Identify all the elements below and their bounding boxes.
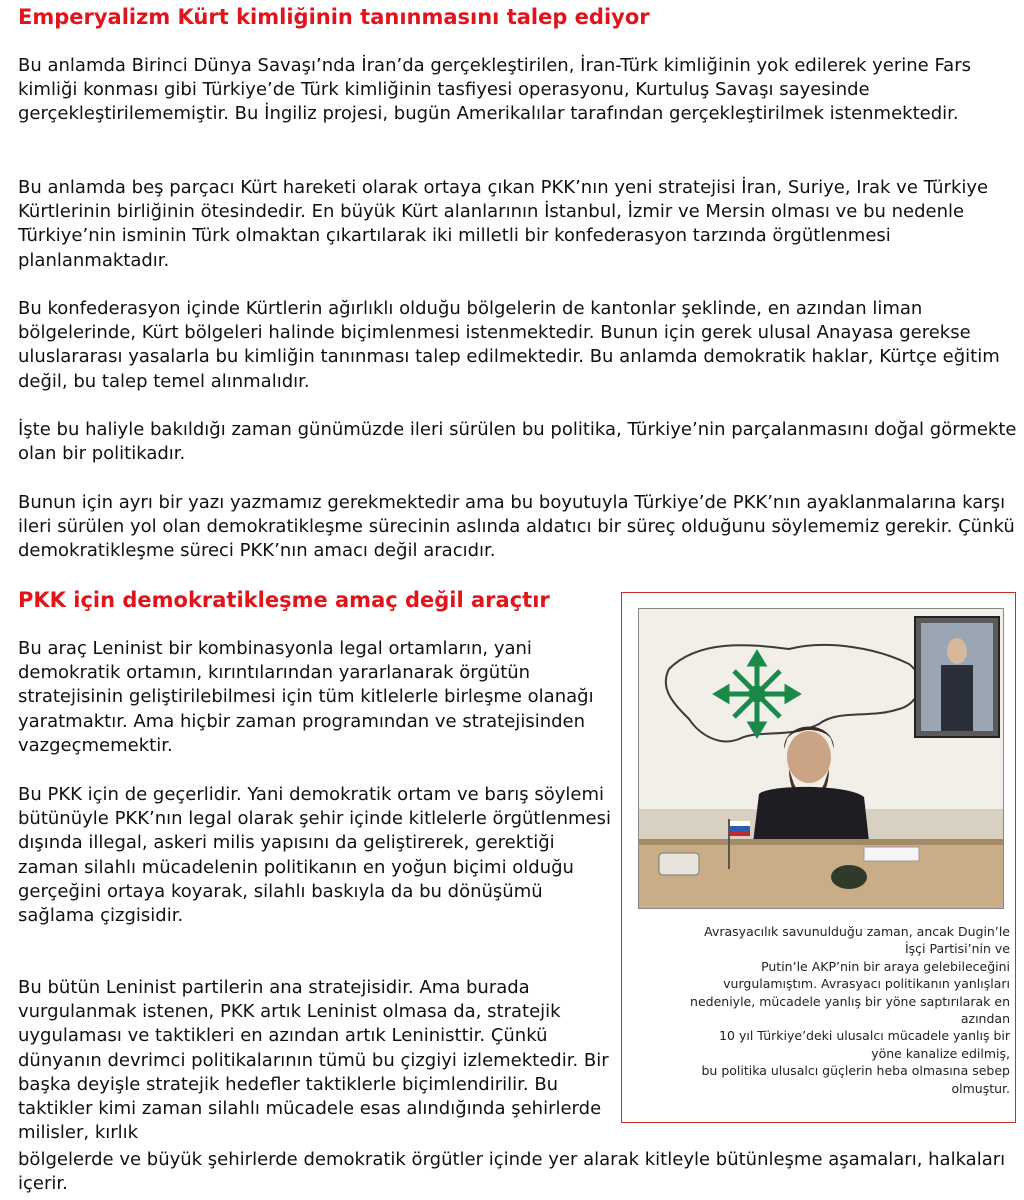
section-heading-imperialism: Emperyalizm Kürt kimliğinin tanınmasını talep ediyor <box>18 5 650 29</box>
desk-ornament <box>831 865 867 889</box>
caption-line: nedeniyle, mücadele yanlış bir yöne saptırılarak en <box>690 993 1010 1009</box>
paragraph-8: Bu bütün Leninist partilerin ana stratejisidir. Ama burada vurgulanmak istenen, PKK artık Leninist olmasa da, stratejik uygulaması ve taktikleri en azından artık Leninisttir. Çünkü dünyanın devrimci politikalarının tümü bu çizgiyi izlemektedir. Bir başka deyişle stratejik hedefler taktiklerle biçimlendirilir. Bu taktikler kimi zaman silahlı mücadele esas alındığında şehirlerde milisler, kırlık <box>18 977 609 1144</box>
paragraph-7: Bu PKK için de geçerlidir. Yani demokratik ortam ve barış söylemi bütünüyle PKK’nın legal olarak şehir içinde kitlelerle örgütlenmesi dışında illegal, askeri milis yapısını da geliştirerek, gerektiği zaman silahlı mücadelenin politikanın en yoğun biçimi olduğu gerçeğini ortaya koyarak, silahlı baskıyla da bu dönüşümü sağlama çizgisidir. <box>18 784 611 927</box>
figure-caption <box>632 923 1010 1097</box>
caption-line: 10 yıl Türkiye’deki ulusalcı mücadele yanlış bir <box>719 1028 1010 1044</box>
paragraph-4: İşte bu haliyle bakıldığı zaman günümüzde ileri sürülen bu politika, Türkiye’nin parçalanmasını doğal görmekte olan bir politikadır. <box>18 419 1017 465</box>
paragraph-6: Bu araç Leninist bir kombinasyonla legal ortamların, yani demokratik ortamın, kırıntılarından yararlanarak örgütün stratejisinin geliştirilebilmesi için tüm kitlelerle birleşme olanağı yaratmaktır. Ama hiçbir zaman programından ve stratejisinden vazgeçmemektir. <box>18 638 594 756</box>
caption-line: bu politika ulusalcı güçlerin heba olmasına sebep <box>701 1063 1010 1079</box>
section-heading-pkk: PKK için demokratikleşme amaç değil araçtır <box>18 588 550 612</box>
caption-line: Putin’le AKP’nin bir araya gelebileceğini <box>761 958 1010 974</box>
photo-illustration <box>639 609 1003 908</box>
caption-line: olmuştur. <box>951 1080 1010 1096</box>
figure-photo <box>638 608 1004 909</box>
phone-icon <box>659 853 699 875</box>
paragraph-2: Bu anlamda beş parçacı Kürt hareketi olarak ortaya çıkan PKK’nın yeni stratejisi İran, Suriye, Irak ve Türkiye Kürtlerinin birliğinin ötesindedir. En büyük Kürt alanlarının İstanbul, İzmir ve Mersin olması ve bu nedenle Türkiye’nin isminin Türk olmaktan çıkartılarak iki milletli bir konfederasyon tarzında örgütlenmesi planlanmaktadır. <box>18 177 989 271</box>
paragraph-1: Bu anlamda Birinci Dünya Savaşı’nda İran’da gerçekleştirilen, İran-Türk kimliğinin yok edilerek yerine Fars kimliği konması gibi Türkiye’de Türk kimliğinin tasfiyesi operasyonu, Kurtuluş Savaşı sayesinde gerçekleştirilememiştir. Bu İngiliz projesi, bugün Amerikalılar tarafından gerçekleştirilmek istenmektedir. <box>18 55 971 125</box>
caption-line: vurgulamıştım. Avrasyacı politikanın yanlışları <box>723 976 1010 992</box>
caption-line: İşçi Partisi’nin ve <box>904 941 1010 957</box>
paragraph-5: Bunun için ayrı bir yazı yazmamız gerekmektedir ama bu boyutuyla Türkiye’de PKK’nın ayaklanmalarına karşı ileri sürülen yol olan demokratikleşme sürecinin aslında aldatıcı bir süreç olduğunu söylememiz gerekir. Çünkü demokratikleşme süreci PKK’nın amacı değil aracıdır. <box>18 492 1015 562</box>
papers <box>864 847 919 861</box>
paragraph-8-continued: bölgelerde ve büyük şehirlerde demokratik örgütler içinde yer alarak kitleyle bütünleşme aşamaları, halkaları içerir. <box>18 1149 1006 1195</box>
caption-line: yöne kanalize edilmiş, <box>871 1045 1010 1061</box>
photo-figure <box>621 592 1016 1123</box>
caption-line: azından <box>960 1011 1010 1027</box>
paragraph-3: Bu konfederasyon içinde Kürtlerin ağırlıklı olduğu bölgelerin de kantonlar şeklinde, en azından liman bölgelerinde, Kürt bölgeleri halinde biçimlenmesi istenmektedir. Bunun için gerek ulusal Anayasa gerekse uluslararası yasalarla bu kimliğin tanınması talep edilmektedir. Bu anlamda demokratik haklar, Kürtçe eğitim değil, bu talep temel alınmalıdır. <box>18 298 1000 392</box>
caption-line: Avrasyacılık savunulduğu zaman, ancak Dugin’le <box>704 924 1010 939</box>
